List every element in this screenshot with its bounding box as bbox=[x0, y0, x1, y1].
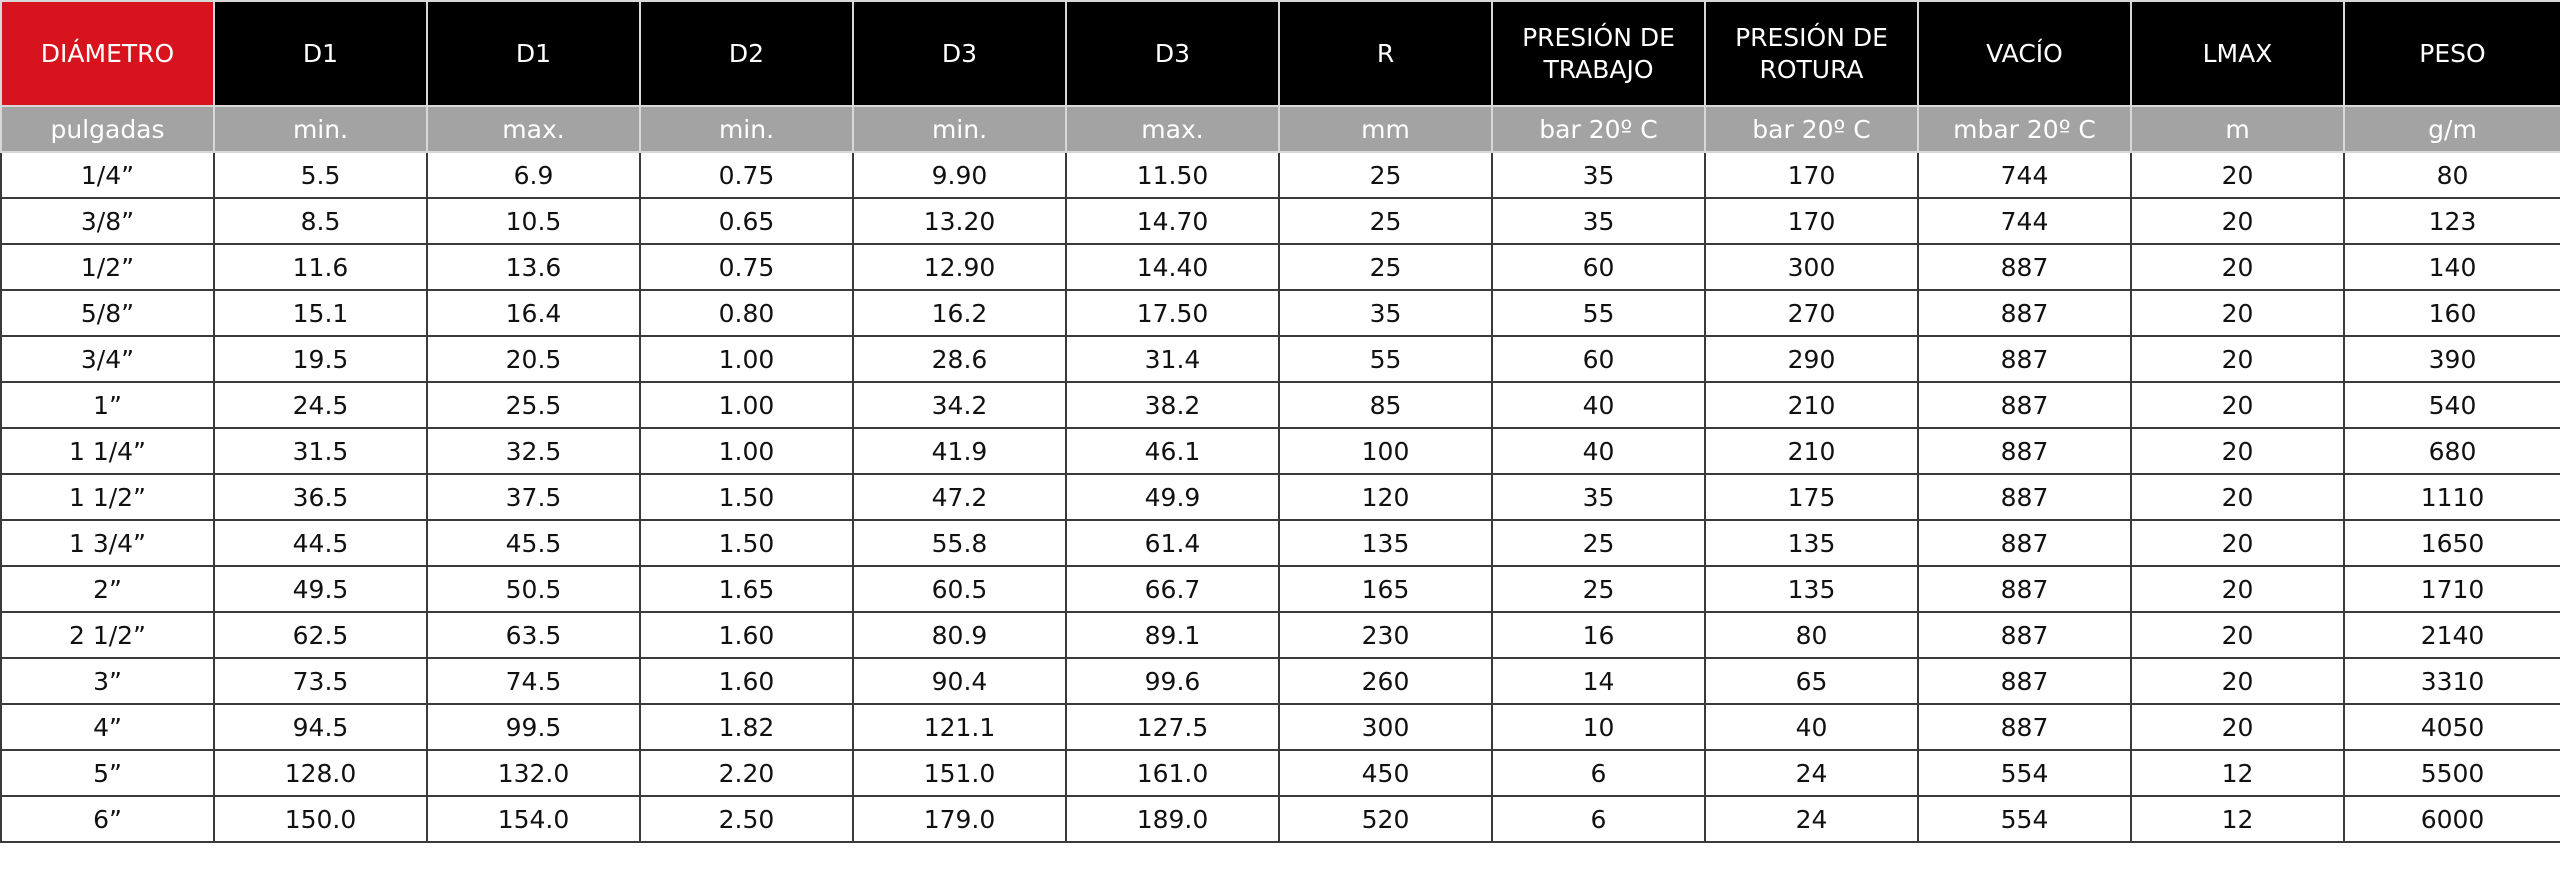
diameter-cell: 5” bbox=[1, 750, 214, 796]
table-cell: 40 bbox=[1492, 382, 1705, 428]
table-cell: 10.5 bbox=[427, 198, 640, 244]
table-cell: 35 bbox=[1492, 198, 1705, 244]
table-cell: 165 bbox=[1279, 566, 1492, 612]
table-cell: 5500 bbox=[2344, 750, 2560, 796]
table-cell: 10 bbox=[1492, 704, 1705, 750]
table-cell: 175 bbox=[1705, 474, 1918, 520]
table-cell: 41.9 bbox=[853, 428, 1066, 474]
table-row bbox=[1, 290, 2560, 336]
table-cell: 1710 bbox=[2344, 566, 2560, 612]
table-cell: 6.9 bbox=[427, 152, 640, 198]
table-row bbox=[1, 382, 2560, 428]
table-cell: 25 bbox=[1279, 244, 1492, 290]
table-cell: 80 bbox=[2344, 152, 2560, 198]
table-cell: 744 bbox=[1918, 152, 2131, 198]
table-cell: 450 bbox=[1279, 750, 1492, 796]
table-cell: 9.90 bbox=[853, 152, 1066, 198]
table-row bbox=[1, 520, 2560, 566]
table-cell: 210 bbox=[1705, 428, 1918, 474]
table-cell: 6000 bbox=[2344, 796, 2560, 842]
table-cell: 25 bbox=[1492, 566, 1705, 612]
header-vacio: VACÍO bbox=[1918, 1, 2131, 106]
table-cell: 28.6 bbox=[853, 336, 1066, 382]
table-cell: 15.1 bbox=[214, 290, 427, 336]
table-row bbox=[1, 428, 2560, 474]
table-cell: 90.4 bbox=[853, 658, 1066, 704]
table-cell: 55 bbox=[1492, 290, 1705, 336]
table-cell: 2.50 bbox=[640, 796, 853, 842]
unit-cell: min. bbox=[853, 106, 1066, 152]
table-row bbox=[1, 474, 2560, 520]
header-d3-min: D3 bbox=[853, 1, 1066, 106]
table-cell: 66.7 bbox=[1066, 566, 1279, 612]
diameter-cell: 3/8” bbox=[1, 198, 214, 244]
table-cell: 230 bbox=[1279, 612, 1492, 658]
table-cell: 127.5 bbox=[1066, 704, 1279, 750]
table-row bbox=[1, 796, 2560, 842]
table-cell: 16.2 bbox=[853, 290, 1066, 336]
table-row bbox=[1, 336, 2560, 382]
table-cell: 36.5 bbox=[214, 474, 427, 520]
header-row bbox=[1, 1, 2560, 106]
table-cell: 0.80 bbox=[640, 290, 853, 336]
diameter-cell: 5/8” bbox=[1, 290, 214, 336]
table-cell: 390 bbox=[2344, 336, 2560, 382]
header-peso: PESO bbox=[2344, 1, 2560, 106]
table-cell: 0.65 bbox=[640, 198, 853, 244]
table-cell: 20 bbox=[2131, 428, 2344, 474]
table-cell: 1.00 bbox=[640, 336, 853, 382]
table-cell: 5.5 bbox=[214, 152, 427, 198]
table-cell: 135 bbox=[1705, 520, 1918, 566]
table-cell: 887 bbox=[1918, 658, 2131, 704]
table-cell: 887 bbox=[1918, 336, 2131, 382]
diameter-cell: 2 1/2” bbox=[1, 612, 214, 658]
diameter-cell: 1” bbox=[1, 382, 214, 428]
header-d3-max: D3 bbox=[1066, 1, 1279, 106]
table-cell: 20.5 bbox=[427, 336, 640, 382]
table-cell: 135 bbox=[1705, 566, 1918, 612]
table-cell: 24 bbox=[1705, 796, 1918, 842]
unit-cell: g/m bbox=[2344, 106, 2560, 152]
table-cell: 1.50 bbox=[640, 520, 853, 566]
table-cell: 44.5 bbox=[214, 520, 427, 566]
table-cell: 14.70 bbox=[1066, 198, 1279, 244]
table-cell: 1.50 bbox=[640, 474, 853, 520]
diameter-cell: 3” bbox=[1, 658, 214, 704]
table-cell: 20 bbox=[2131, 566, 2344, 612]
table-cell: 160 bbox=[2344, 290, 2560, 336]
table-cell: 24 bbox=[1705, 750, 1918, 796]
table-cell: 154.0 bbox=[427, 796, 640, 842]
table-cell: 89.1 bbox=[1066, 612, 1279, 658]
table-cell: 887 bbox=[1918, 566, 2131, 612]
table-cell: 55.8 bbox=[853, 520, 1066, 566]
unit-cell: mm bbox=[1279, 106, 1492, 152]
table-row bbox=[1, 750, 2560, 796]
diameter-cell: 4” bbox=[1, 704, 214, 750]
header-presion-rotura: PRESIÓN DE ROTURA bbox=[1705, 1, 1918, 106]
table-cell: 20 bbox=[2131, 474, 2344, 520]
table-cell: 1.60 bbox=[640, 612, 853, 658]
table-body bbox=[1, 152, 2560, 842]
diameter-cell: 2” bbox=[1, 566, 214, 612]
table-cell: 1.60 bbox=[640, 658, 853, 704]
table-cell: 1.65 bbox=[640, 566, 853, 612]
table-cell: 6 bbox=[1492, 796, 1705, 842]
table-cell: 35 bbox=[1492, 474, 1705, 520]
table-cell: 2.20 bbox=[640, 750, 853, 796]
table-cell: 290 bbox=[1705, 336, 1918, 382]
table-cell: 4050 bbox=[2344, 704, 2560, 750]
table-cell: 38.2 bbox=[1066, 382, 1279, 428]
table-row bbox=[1, 152, 2560, 198]
table-cell: 16 bbox=[1492, 612, 1705, 658]
table-cell: 123 bbox=[2344, 198, 2560, 244]
table-cell: 744 bbox=[1918, 198, 2131, 244]
table-cell: 40 bbox=[1492, 428, 1705, 474]
table-cell: 210 bbox=[1705, 382, 1918, 428]
table-cell: 14 bbox=[1492, 658, 1705, 704]
table-cell: 20 bbox=[2131, 704, 2344, 750]
table-cell: 20 bbox=[2131, 290, 2344, 336]
table-cell: 6 bbox=[1492, 750, 1705, 796]
table-cell: 32.5 bbox=[427, 428, 640, 474]
table-cell: 14.40 bbox=[1066, 244, 1279, 290]
unit-cell: mbar 20º C bbox=[1918, 106, 2131, 152]
header-lmax: LMAX bbox=[2131, 1, 2344, 106]
table-cell: 2140 bbox=[2344, 612, 2560, 658]
table-cell: 17.50 bbox=[1066, 290, 1279, 336]
table-cell: 19.5 bbox=[214, 336, 427, 382]
table-cell: 887 bbox=[1918, 244, 2131, 290]
diameter-cell: 3/4” bbox=[1, 336, 214, 382]
table-cell: 16.4 bbox=[427, 290, 640, 336]
table-cell: 179.0 bbox=[853, 796, 1066, 842]
table-cell: 80.9 bbox=[853, 612, 1066, 658]
table-cell: 3310 bbox=[2344, 658, 2560, 704]
diameter-cell: 1 1/2” bbox=[1, 474, 214, 520]
unit-cell: bar 20º C bbox=[1492, 106, 1705, 152]
header-diametro: DIÁMETRO bbox=[1, 1, 214, 106]
table-cell: 300 bbox=[1705, 244, 1918, 290]
table-cell: 25.5 bbox=[427, 382, 640, 428]
table-cell: 47.2 bbox=[853, 474, 1066, 520]
table-cell: 100 bbox=[1279, 428, 1492, 474]
table-cell: 887 bbox=[1918, 382, 2131, 428]
table-cell: 140 bbox=[2344, 244, 2560, 290]
table-cell: 887 bbox=[1918, 520, 2131, 566]
units-row bbox=[1, 106, 2560, 152]
table-cell: 60 bbox=[1492, 244, 1705, 290]
table-cell: 12 bbox=[2131, 796, 2344, 842]
table-cell: 0.75 bbox=[640, 244, 853, 290]
table-cell: 73.5 bbox=[214, 658, 427, 704]
table-cell: 11.50 bbox=[1066, 152, 1279, 198]
table-cell: 20 bbox=[2131, 612, 2344, 658]
table-cell: 25 bbox=[1279, 152, 1492, 198]
table-cell: 11.6 bbox=[214, 244, 427, 290]
unit-cell: pulgadas bbox=[1, 106, 214, 152]
table-cell: 99.6 bbox=[1066, 658, 1279, 704]
table-cell: 300 bbox=[1279, 704, 1492, 750]
table-cell: 74.5 bbox=[427, 658, 640, 704]
table-cell: 94.5 bbox=[214, 704, 427, 750]
table-cell: 62.5 bbox=[214, 612, 427, 658]
table-cell: 170 bbox=[1705, 152, 1918, 198]
header-d2: D2 bbox=[640, 1, 853, 106]
table-cell: 554 bbox=[1918, 796, 2131, 842]
table-cell: 50.5 bbox=[427, 566, 640, 612]
table-cell: 520 bbox=[1279, 796, 1492, 842]
table-cell: 554 bbox=[1918, 750, 2131, 796]
unit-cell: min. bbox=[640, 106, 853, 152]
table-cell: 25 bbox=[1492, 520, 1705, 566]
table-cell: 20 bbox=[2131, 658, 2344, 704]
table-cell: 20 bbox=[2131, 198, 2344, 244]
table-cell: 31.5 bbox=[214, 428, 427, 474]
table-cell: 189.0 bbox=[1066, 796, 1279, 842]
unit-cell: bar 20º C bbox=[1705, 106, 1918, 152]
unit-cell: m bbox=[2131, 106, 2344, 152]
table-cell: 25 bbox=[1279, 198, 1492, 244]
table-cell: 270 bbox=[1705, 290, 1918, 336]
unit-cell: max. bbox=[1066, 106, 1279, 152]
table-cell: 887 bbox=[1918, 612, 2131, 658]
table-cell: 55 bbox=[1279, 336, 1492, 382]
table-cell: 60 bbox=[1492, 336, 1705, 382]
table-cell: 887 bbox=[1918, 704, 2131, 750]
table-cell: 60.5 bbox=[853, 566, 1066, 612]
table-cell: 150.0 bbox=[214, 796, 427, 842]
table-cell: 887 bbox=[1918, 474, 2131, 520]
table-cell: 20 bbox=[2131, 520, 2344, 566]
diameter-cell: 6” bbox=[1, 796, 214, 842]
table-cell: 680 bbox=[2344, 428, 2560, 474]
table-row bbox=[1, 244, 2560, 290]
table-cell: 1.00 bbox=[640, 428, 853, 474]
table-cell: 13.20 bbox=[853, 198, 1066, 244]
diameter-cell: 1 1/4” bbox=[1, 428, 214, 474]
table-cell: 31.4 bbox=[1066, 336, 1279, 382]
table-cell: 40 bbox=[1705, 704, 1918, 750]
table-cell: 8.5 bbox=[214, 198, 427, 244]
header-d1-max: D1 bbox=[427, 1, 640, 106]
table-cell: 85 bbox=[1279, 382, 1492, 428]
table-row bbox=[1, 612, 2560, 658]
table-cell: 260 bbox=[1279, 658, 1492, 704]
table-cell: 12.90 bbox=[853, 244, 1066, 290]
table-cell: 49.5 bbox=[214, 566, 427, 612]
table-cell: 99.5 bbox=[427, 704, 640, 750]
table-cell: 35 bbox=[1279, 290, 1492, 336]
table-cell: 24.5 bbox=[214, 382, 427, 428]
diameter-cell: 1/2” bbox=[1, 244, 214, 290]
table-cell: 1650 bbox=[2344, 520, 2560, 566]
table-cell: 1110 bbox=[2344, 474, 2560, 520]
table-cell: 887 bbox=[1918, 428, 2131, 474]
table-cell: 37.5 bbox=[427, 474, 640, 520]
table-cell: 49.9 bbox=[1066, 474, 1279, 520]
table-cell: 35 bbox=[1492, 152, 1705, 198]
table-cell: 151.0 bbox=[853, 750, 1066, 796]
table-cell: 20 bbox=[2131, 244, 2344, 290]
table-cell: 121.1 bbox=[853, 704, 1066, 750]
table-cell: 80 bbox=[1705, 612, 1918, 658]
table-cell: 1.82 bbox=[640, 704, 853, 750]
table-row bbox=[1, 198, 2560, 244]
table-cell: 13.6 bbox=[427, 244, 640, 290]
table-row bbox=[1, 658, 2560, 704]
table-row bbox=[1, 704, 2560, 750]
table-cell: 135 bbox=[1279, 520, 1492, 566]
table-cell: 65 bbox=[1705, 658, 1918, 704]
table-cell: 61.4 bbox=[1066, 520, 1279, 566]
header-presion-trabajo: PRESIÓN DE TRABAJO bbox=[1492, 1, 1705, 106]
diameter-cell: 1 3/4” bbox=[1, 520, 214, 566]
table-cell: 34.2 bbox=[853, 382, 1066, 428]
table-cell: 132.0 bbox=[427, 750, 640, 796]
table-cell: 45.5 bbox=[427, 520, 640, 566]
diameter-cell: 1/4” bbox=[1, 152, 214, 198]
table-cell: 0.75 bbox=[640, 152, 853, 198]
table-cell: 1.00 bbox=[640, 382, 853, 428]
table-cell: 161.0 bbox=[1066, 750, 1279, 796]
table-cell: 63.5 bbox=[427, 612, 640, 658]
table-cell: 120 bbox=[1279, 474, 1492, 520]
table-cell: 46.1 bbox=[1066, 428, 1279, 474]
table-cell: 887 bbox=[1918, 290, 2131, 336]
table-cell: 12 bbox=[2131, 750, 2344, 796]
table-cell: 20 bbox=[2131, 382, 2344, 428]
table-cell: 20 bbox=[2131, 336, 2344, 382]
header-r: R bbox=[1279, 1, 1492, 106]
table-cell: 170 bbox=[1705, 198, 1918, 244]
unit-cell: min. bbox=[214, 106, 427, 152]
unit-cell: max. bbox=[427, 106, 640, 152]
header-d1-min: D1 bbox=[214, 1, 427, 106]
table-cell: 20 bbox=[2131, 152, 2344, 198]
table-cell: 540 bbox=[2344, 382, 2560, 428]
table-cell: 128.0 bbox=[214, 750, 427, 796]
table-row bbox=[1, 566, 2560, 612]
